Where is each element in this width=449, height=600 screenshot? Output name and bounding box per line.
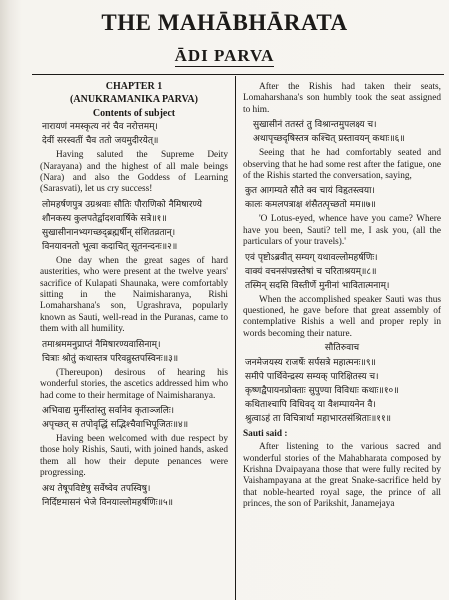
translation-paragraph: One day when the great sages of hard austerities, who were present at the twelve years' sacrifice of Kulapati Shaunaka, were comfortably sitting in the Naimisharanya, Rishi Lomaharshana's son, Ugrashrava, popularly known as Sauti, well-read in the Puranas, came to them with all humility. xyxy=(40,255,228,335)
sanskrit-verse: चित्राः श्रोतुं कथास्तत्र परिवव्रुस्तपस्विनः॥३॥ xyxy=(42,353,179,364)
sanskrit-verse: शौनकस्य कुलपतेर्द्वादशवार्षिके सत्रे॥१॥ xyxy=(42,213,167,224)
left-column xyxy=(40,80,228,511)
sanskrit-verse: तमाश्रममनुप्राप्तं नैमिषारण्यवासिनाम्। xyxy=(42,339,161,350)
sanskrit-verse: श्रुत्वाऽहं ता विचित्रार्था महाभारतसंश्रिताः॥११॥ xyxy=(245,413,392,424)
chapter-heading: CHAPTER 1 xyxy=(105,81,163,92)
sanskrit-verse: अभिवाद्य मुनींस्तांस्तु सर्वानेव कृताञ्जलिः। xyxy=(42,405,175,416)
book-title: THE MAHĀBHĀRATA xyxy=(101,10,348,35)
column-divider xyxy=(235,76,236,600)
header-rule xyxy=(32,74,444,75)
sanskrit-verse: तस्मिन् सदसि विस्तीर्णे मुनीनां भावितात्मनाम्। xyxy=(245,280,390,291)
sanskrit-verse: अपृच्छत् स तपोवृद्धिं सद्भिश्चैवाभिपूजितः॥४॥ xyxy=(42,419,189,430)
sanskrit-verse: अथापृच्छदृषिस्तत्र कश्चित् प्रस्तावयन् कथाः॥६॥ xyxy=(253,134,405,145)
translation-paragraph: Having saluted the Supreme Deity (Narayana) and the highest of all male beings (Nara) and also the Goddess of Learning (Sarasvati), let us cry success! xyxy=(40,150,228,195)
sanskrit-verse: निर्दिष्टमासनं भेजे विनयाल्लोमहर्षणिः॥५॥ xyxy=(42,497,174,508)
sanskrit-verse: देवीं सरस्वतीं चैव ततो जयमुदीरयेत्॥ xyxy=(42,136,159,147)
parva-title xyxy=(0,46,449,66)
translation-paragraph: Having been welcomed with due respect by those holy Rishis, Sauti, with joined hands, asked them all how their depute penances were progressing. xyxy=(40,433,228,479)
sanskrit-verse: सुखासीनानभ्यगच्छद्‌ब्रह्मर्षीन् संशितव्रतान्। xyxy=(42,227,176,238)
sanskrit-verse: लोमहर्षणपुत्र उग्रश्रवाः सौतिः पौराणिको नैमिषारण्ये xyxy=(42,199,203,210)
sanskrit-verse: नारायणं नमस्कृत्य नरं चैव नरोत्तमम्। xyxy=(42,122,158,133)
translation-paragraph: 'O Lotus-eyed, whence have you came? Where have you been, Sauti? tell me, I ask you, (all the particulars of your travels).' xyxy=(243,214,441,248)
sanskrit-verse: समीपे पार्थिवेन्द्रस्य सम्यक् पारिक्षितस्य च। xyxy=(245,371,379,382)
translation-paragraph: (Thereupon) desirous of hearing his wonderful stories, the ascetics addressed him who had come to their hermitage of Naimisharanya. xyxy=(40,367,228,401)
translation-paragraph: After the Rishis had taken their seats, Lomaharshana's son humbly took the seat assigned to him. xyxy=(243,82,441,115)
parva-title-text: ĀDI PARVA xyxy=(174,46,275,65)
speaker-label: Sauti said : xyxy=(243,428,288,439)
sanskrit-verse: कथिताश्चापि विधिवद् या वैशम्पायनेन वै। xyxy=(245,399,376,410)
contents-heading: Contents of subject xyxy=(92,107,176,119)
sanskrit-verse: वाक्यं वचनसंपन्नस्तेषां च चरिताश्रयम्॥८॥ xyxy=(245,266,377,277)
sanskrit-verse: जनमेजयस्य राजर्षेः सर्पसत्रे महात्मनः॥९॥ xyxy=(245,357,376,368)
sanskrit-verse: सुखासीनं ततस्तं तु विश्रान्तमुपलक्ष्य च। xyxy=(253,120,377,131)
section-heading: सौतिरुवाच xyxy=(324,343,360,354)
right-column xyxy=(243,80,441,514)
translation-paragraph: When the accomplished speaker Sauti was thus questioned, he gave before that great assembly of contemplative Rishis a well and proper reply in words becoming their nature. xyxy=(243,294,441,339)
sanskrit-verse: विनयावनतो भूत्वा कदाचित् सूतनन्दनः॥२॥ xyxy=(42,241,178,252)
sanskrit-verse: कृष्णद्वैपायनप्रोक्ताः सुपुण्या विविधाः कथाः॥१०॥ xyxy=(245,385,399,396)
translation-paragraph: Seeing that he had comfortably seated and observing that he had some rest after the fatigue, one of the Rishis started the conversation, saying, xyxy=(243,148,441,182)
sanskrit-verse: कालः कमलपत्राक्ष शंसैतत्पृच्छतो मम॥७॥ xyxy=(245,200,376,211)
sanskrit-verse: एवं पृष्टोऽब्रवीत् सम्यग् यथावल्लोमहर्षणिः। xyxy=(245,252,378,263)
sub-parva-heading: (ANUKRAMANIKA PARVA) xyxy=(70,94,198,106)
sanskrit-verse: कुत आगम्यते सौते क्व चायं विहृतस्त्वया। xyxy=(245,186,375,197)
translation-paragraph: After listening to the various sacred and wonderful stories of the Mahabharata composed by Krishna Dvaipayana those that were fully recited by Vaishampayana at the great Snake-sacrifice held by that noble-hearted royal sage, the prince of all princes, the son of Parikshit, Janamejaya xyxy=(243,442,441,510)
sanskrit-verse: अथ तेषूपविष्टेषु सर्वेष्वेव तपस्विषु। xyxy=(42,483,151,494)
